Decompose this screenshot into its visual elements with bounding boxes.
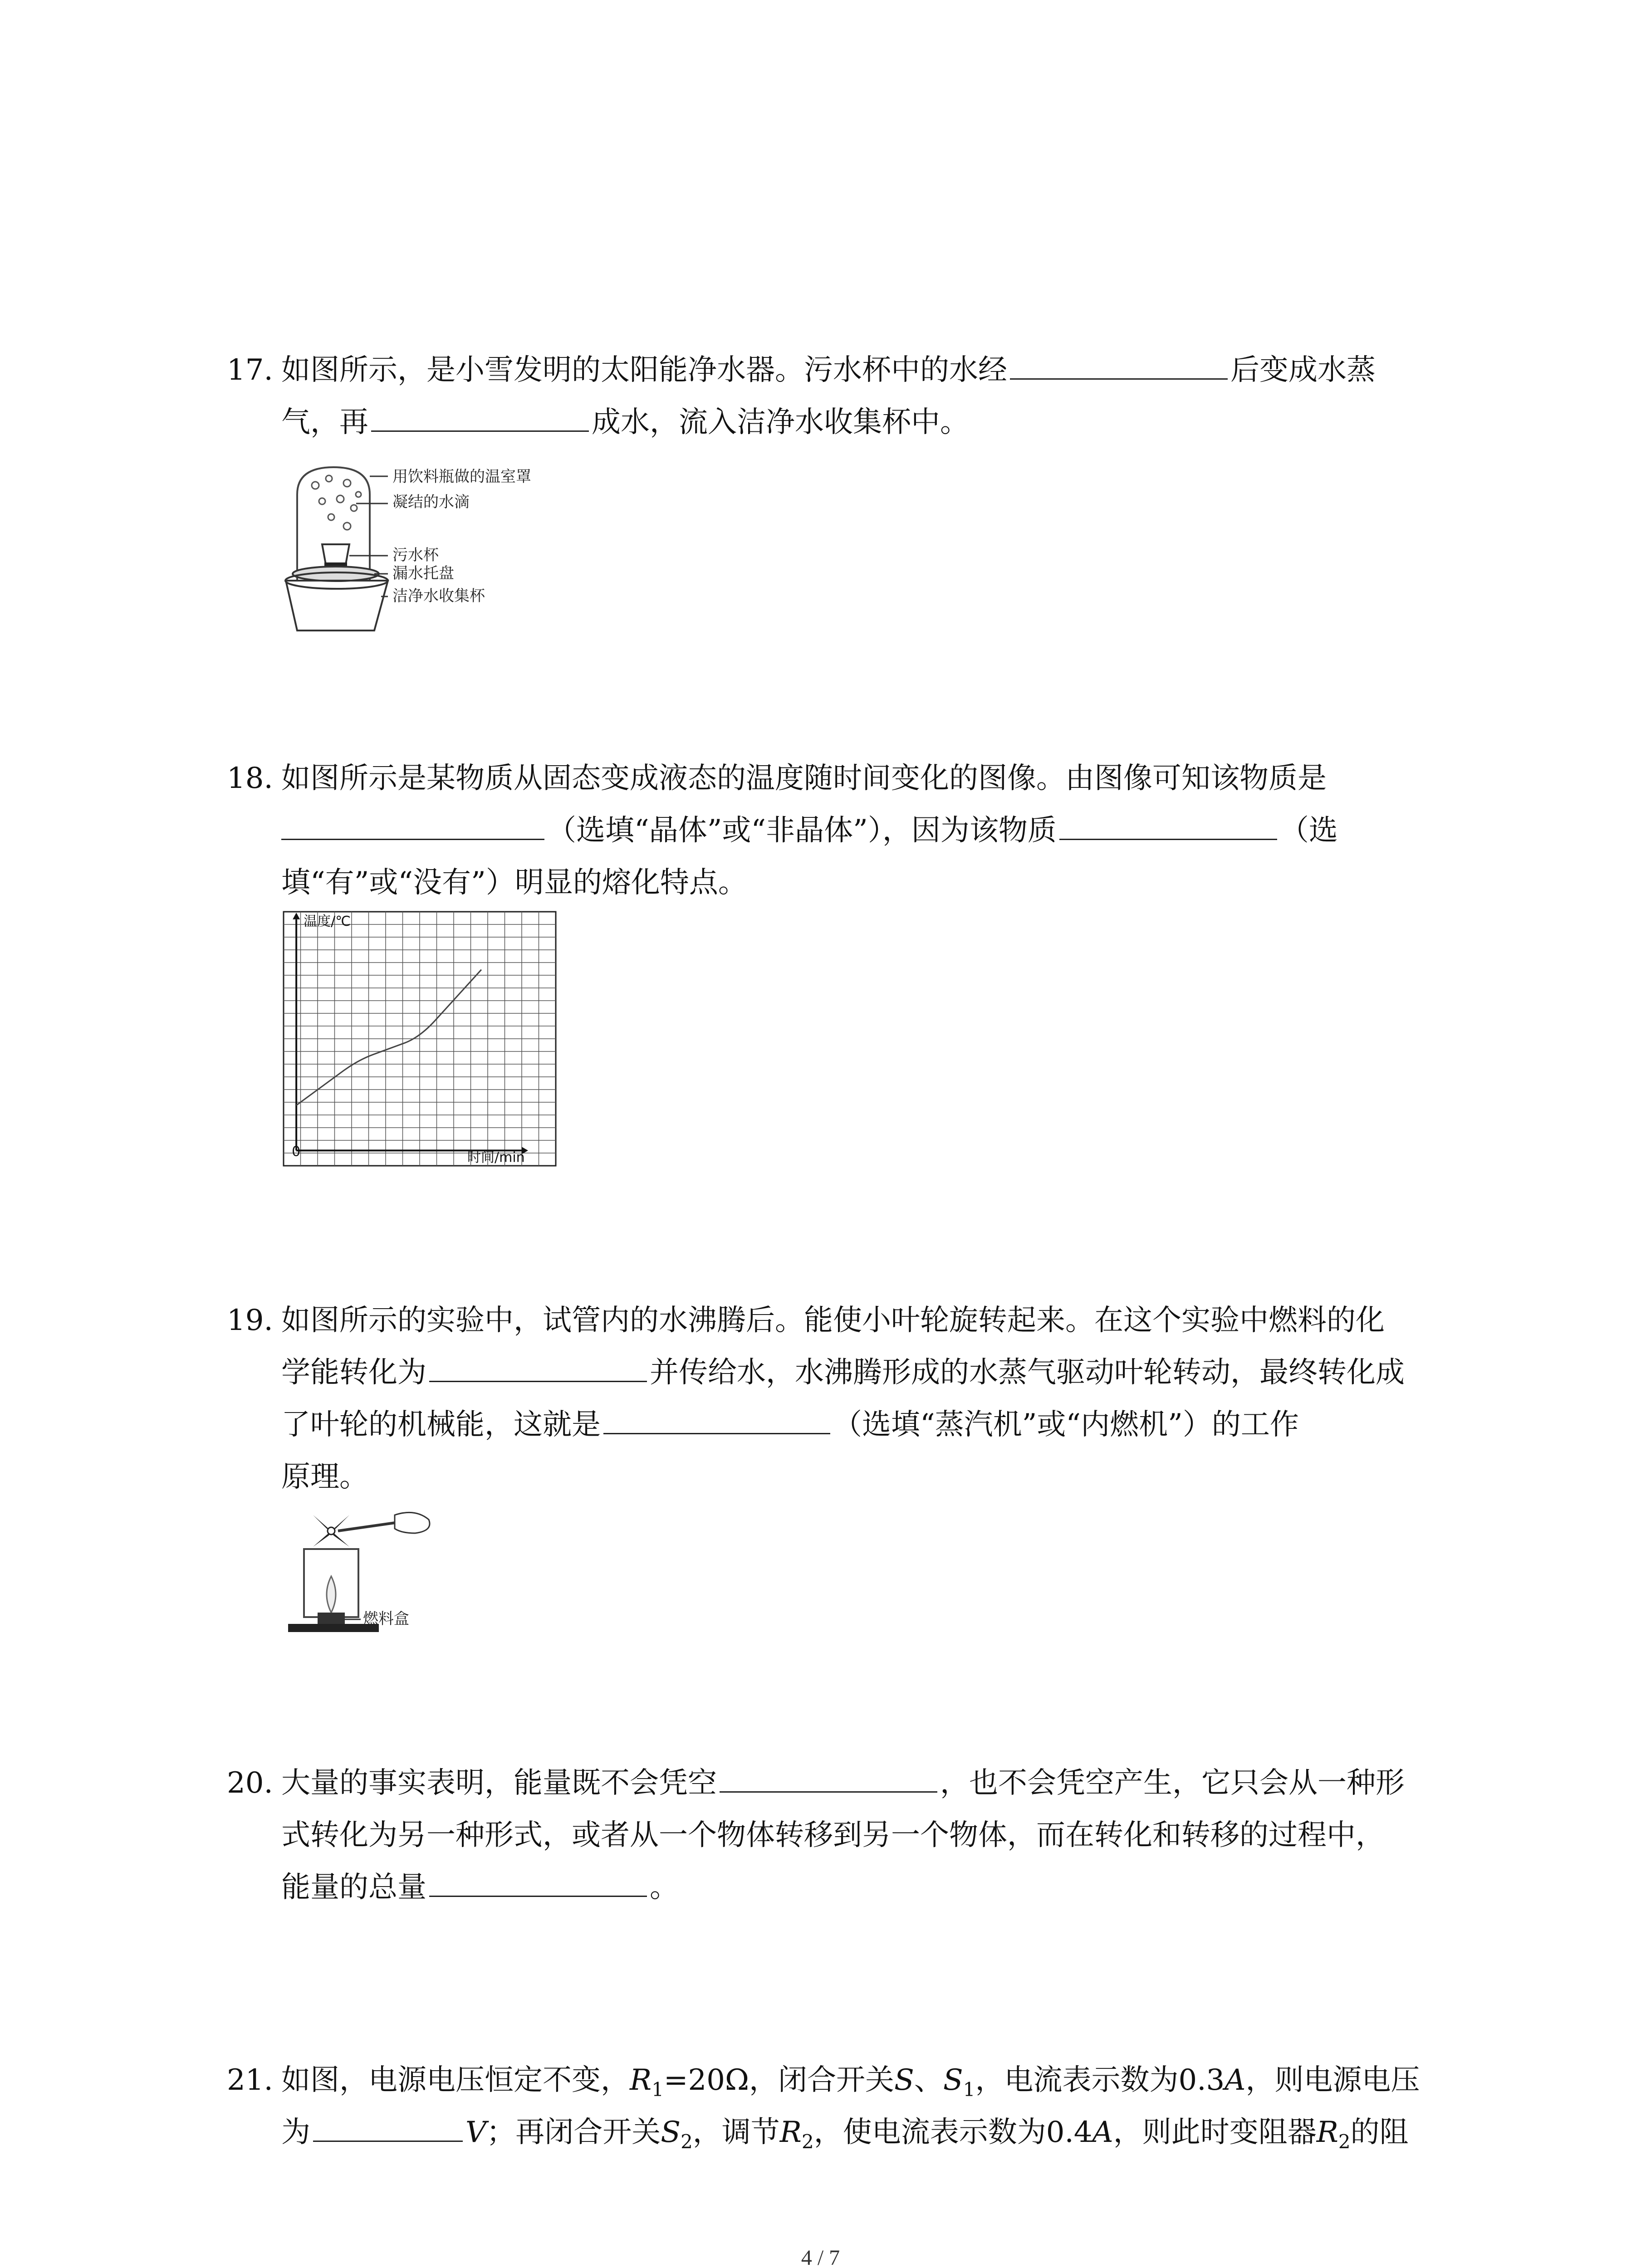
q20-line3: 能量的总量 。 (281, 1862, 679, 1913)
answer-blank[interactable] (1010, 347, 1228, 380)
question-number: 19. (227, 1304, 273, 1337)
steam-turbine-experiment-figure (279, 1504, 451, 1644)
answer-blank[interactable] (429, 1349, 647, 1382)
question-number: 20. (227, 1766, 273, 1800)
y-axis-label: 温度/℃ (304, 913, 351, 929)
x-axis-label: 时间/min (467, 1149, 525, 1166)
answer-blank[interactable] (281, 807, 544, 840)
q17-line2: 气，再 成水，流入洁净水收集杯中。 (281, 397, 969, 448)
q19-line3: 了叶轮的机械能，这就是 （选填“蒸汽机”或“内燃机”）的工作 (281, 1399, 1299, 1450)
q20-line1: 20. 大量的事实表明，能量既不会凭空 ，也不会凭空产生，它只会从一种形 (236, 1758, 1405, 1809)
answer-blank[interactable] (720, 1760, 937, 1793)
temperature-time-chart (279, 907, 560, 1170)
q19-line1: 19. 如图所示的实验中，试管内的水沸腾后。能使小叶轮旋转起来。在这个实验中燃料的化 (236, 1295, 1385, 1346)
solar-water-purifier-figure (279, 458, 597, 658)
page-number: 4 / 7 (801, 2246, 840, 2268)
answer-blank[interactable] (371, 399, 589, 432)
fig-label: 凝结的水滴 (392, 493, 470, 511)
fig-label: 用饮料瓶做的温室罩 (392, 468, 531, 486)
answer-blank[interactable] (603, 1401, 830, 1434)
answer-blank[interactable] (313, 2109, 463, 2142)
question-number: 18. (227, 762, 273, 795)
q21-line1: 21. 如图，电源电压恒定不变，$R_1=20\Omega$，闭合开关S、$S_1$，电流表示数为0.3A，则电源电压 (236, 2055, 1420, 2115)
fig-label: 洁净水收集杯 (392, 587, 485, 605)
q21-line2: 为 V；再闭合开关$S_2$，调节$R_2$，使电流表示数为0.4A，则此时变阻器$R_2$的阻 (281, 2107, 1409, 2167)
q18-line2: （选填“晶体”或“非晶体”），因为该物质 （选 (281, 805, 1338, 856)
q20-line2: 式转化为另一种形式，或者从一个物体转移到另一个物体，而在转化和转移的过程中， (281, 1818, 1385, 1852)
question-number: 17. (227, 353, 273, 387)
q19-line4: 原理。 (281, 1460, 368, 1494)
fig-label: 污水杯 (392, 546, 439, 564)
fig-label: 燃料盒 (363, 1610, 409, 1628)
q19-line2: 学能转化为 并传给水，水沸腾形成的水蒸气驱动叶轮转动，最终转化成 (281, 1347, 1405, 1398)
question-number: 21. (227, 2063, 273, 2097)
q18-line1: 18. 如图所示是某物质从固态变成液态的温度随时间变化的图像。由图像可知该物质是 (236, 753, 1327, 804)
q17-line1: 17. 如图所示，是小雪发明的太阳能净水器。污水杯中的水经 后变成水蒸 (236, 345, 1376, 396)
q18-line3: 填“有”或“没有”）明显的熔化特点。 (281, 866, 747, 899)
answer-blank[interactable] (429, 1864, 647, 1897)
answer-blank[interactable] (1059, 807, 1277, 840)
origin-label: 0 (292, 1144, 301, 1160)
fig-label: 漏水托盘 (392, 564, 454, 582)
